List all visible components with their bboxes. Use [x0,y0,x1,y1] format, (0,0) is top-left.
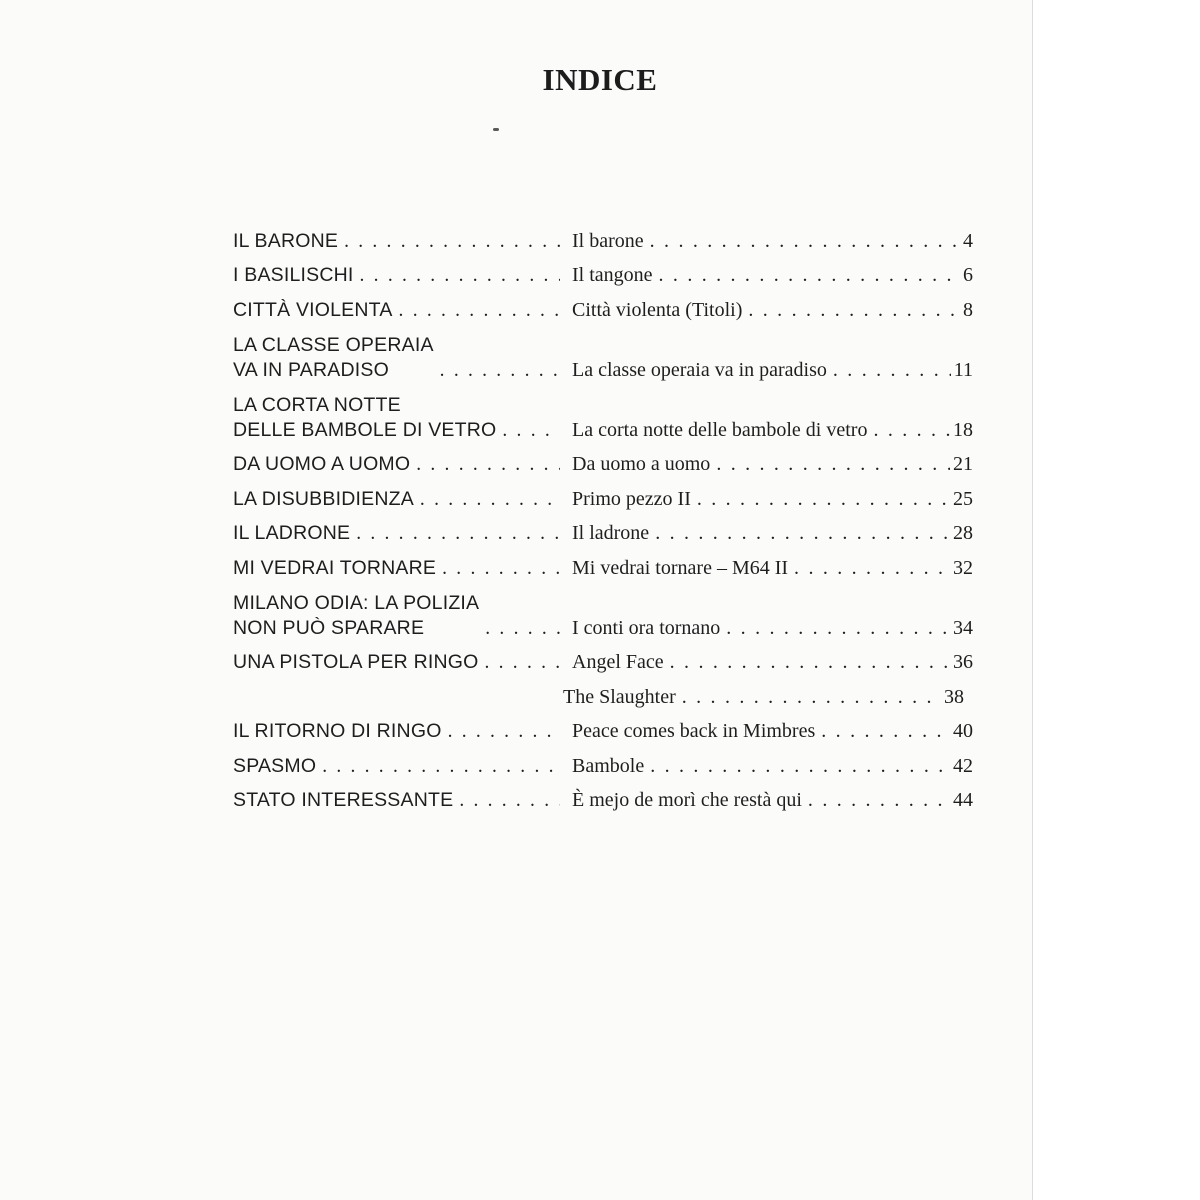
film-title: IL RITORNO DI RINGO [233,720,442,742]
piece-title-cell [572,452,973,477]
film-title-cell [233,298,563,323]
piece-title: Città violenta (Titoli) [572,298,743,321]
leader-dots [344,229,560,254]
film-title: IL LADRONE [233,522,351,544]
piece-title-cell [572,719,973,744]
toc-entry [233,782,973,817]
film-title-cell [233,487,563,512]
film-title: LA CLASSE OPERAIA VA IN PARADISO [233,333,434,381]
leader-dots [485,616,560,641]
piece-title-cell [572,650,973,675]
ink-speck [493,128,499,131]
leader-dots [416,452,560,477]
piece-title: La corta notte delle bambole di vetro [572,418,868,441]
piece-title-cell [572,487,973,512]
leader-dots [399,298,560,323]
table-of-contents [233,222,973,816]
page-number: 32 [953,556,973,579]
piece-title-cell [572,754,973,779]
leader-dots [448,719,560,744]
piece-title: La classe operaia va in paradiso [572,358,827,381]
film-title: CITTÀ VIOLENTA [233,298,393,321]
page-number: 38 [944,685,964,708]
toc-entry [233,515,973,550]
film-title-cell [233,556,563,581]
film-title: LA DISUBBIDIENZA [233,487,414,510]
leader-dots [726,616,950,641]
film-title: MILANO ODIA: LA POLIZIA NON PUÒ SPARARE [233,591,480,639]
piece-title-cell [572,556,973,581]
page-number: 34 [953,616,973,639]
piece-title-cell [572,521,973,546]
film-title-cell [233,263,563,288]
leader-dots [442,556,560,581]
leader-dots [716,452,950,477]
piece-title-cell [572,418,973,443]
piece-title-cell [572,263,973,288]
film-title-cell [233,650,563,675]
leader-dots [794,556,950,581]
page-number: 11 [953,358,973,381]
piece-title: Peace comes back in Mimbres [572,720,816,742]
film-title-cell [233,393,563,443]
piece-title-cell [563,685,964,710]
leader-dots [697,487,950,512]
leader-dots [670,650,950,675]
film-title-cell [233,719,563,744]
toc-entry [233,644,973,679]
toc-entry [233,291,973,326]
piece-title: Bambole [572,754,645,777]
film-title: UNA PISTOLA PER RINGO [233,651,479,673]
film-title: LA CORTA NOTTE DELLE BAMBOLE DI VETRO [233,393,497,441]
leader-dots [356,521,560,546]
film-title-cell [233,591,563,641]
piece-title-cell [572,358,973,383]
leader-dots [650,229,960,254]
piece-title: Il barone [572,229,644,252]
leader-dots [659,263,960,288]
toc-entry [233,584,973,644]
page-number: 42 [953,754,973,777]
leader-dots [748,298,960,323]
toc-entry [233,747,973,782]
leader-dots [650,754,950,779]
page-title: INDICE [542,62,658,97]
film-title: DA UOMO A UOMO [233,453,411,475]
page-number: 36 [953,651,973,673]
leader-dots [682,685,941,710]
leader-dots [420,487,560,512]
film-title: IL BARONE [233,229,339,252]
piece-title: Primo pezzo II [572,487,691,510]
toc-entry [233,446,973,481]
film-title-cell [233,788,563,813]
leader-dots [655,521,950,546]
leader-dots [440,358,560,383]
leader-dots [360,263,560,288]
film-title: MI VEDRAI TORNARE [233,556,437,579]
leader-dots [502,418,560,443]
piece-title: Mi vedrai tornare – M64 II [572,556,789,579]
leader-dots [833,358,951,383]
toc-entry [233,222,973,257]
piece-title: Angel Face [572,651,664,673]
leader-dots [821,719,950,744]
piece-title: I conti ora tornano [572,616,721,639]
piece-title-cell [572,298,973,323]
film-title: I BASILISCHI [233,264,354,286]
film-title: SPASMO [233,754,317,777]
leader-dots [808,788,950,813]
page-number: 28 [953,522,973,544]
leader-dots [485,650,561,675]
piece-title: È mejo de morì che restà qui [572,789,802,811]
toc-entry [233,386,973,446]
leader-dots [322,754,560,779]
piece-title: Il tangone [572,264,653,286]
page-number: 44 [953,789,973,811]
piece-title-cell [572,616,973,641]
leader-dots [459,788,560,813]
toc-entry [233,480,973,515]
piece-title: Da uomo a uomo [572,453,711,475]
page-number: 8 [963,298,973,321]
film-title-cell [233,452,563,477]
page-number: 25 [953,487,973,510]
film-title: STATO INTERESSANTE [233,789,454,811]
toc-entry [233,549,973,584]
film-title-cell [233,333,563,383]
piece-title-cell [572,788,973,813]
page-number: 6 [963,264,973,286]
leader-dots [873,418,950,443]
piece-title: Il ladrone [572,522,650,544]
film-title-cell [233,521,563,546]
toc-entry [233,678,964,713]
toc-entry [233,326,973,386]
page-number: 21 [953,453,973,475]
page-number: 18 [953,418,973,441]
piece-title-cell [572,229,973,254]
toc-entry [233,257,973,292]
page-number: 40 [953,720,973,742]
toc-entry [233,713,973,748]
film-title-cell [233,229,563,254]
film-title-cell [233,754,563,779]
piece-title: The Slaughter [563,685,676,708]
page-number: 4 [963,229,973,252]
